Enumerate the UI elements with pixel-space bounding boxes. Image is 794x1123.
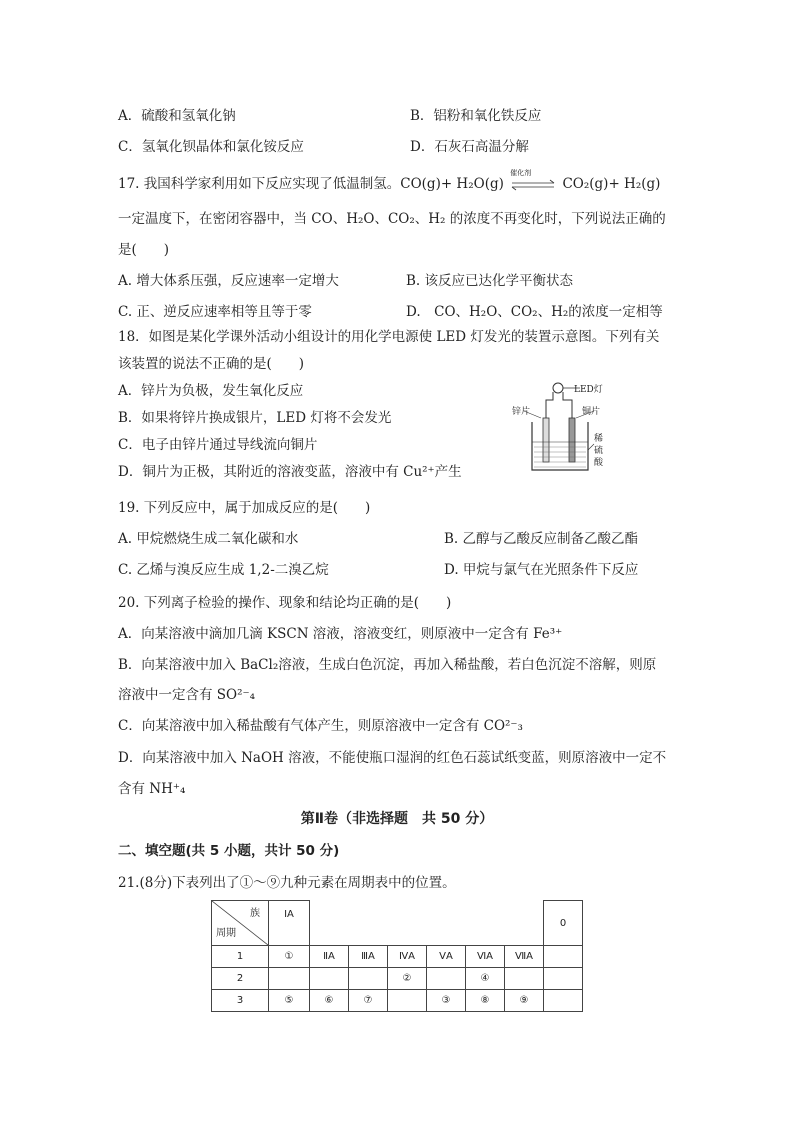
- reversible-arrow-icon: [508, 168, 558, 192]
- q18-option-c: C．电子由锌片通过导线流向铜片: [118, 437, 318, 453]
- table-corner-cell: [212, 901, 269, 946]
- header-group-4a: ⅣA: [388, 946, 427, 968]
- q20-option-d-line1: D．向某溶液中加入 NaOH 溶液，不能使瓶口湿润的红色石蕊试纸变蓝，则原溶液中一定不: [118, 750, 667, 766]
- q17-reactants: 17. 我国科学家利用如下反应实现了低温制氢。CO(g)+ H₂O(g): [118, 176, 504, 192]
- cell-element-1: ①: [269, 946, 310, 968]
- fig-label-acid: 稀硫酸: [594, 434, 604, 468]
- q17-stem-line3: 是( ): [118, 242, 170, 258]
- q16-option-a: A．硫酸和氢氧化钠: [118, 108, 236, 124]
- cell: [269, 968, 310, 990]
- header-group-1a: ⅠA: [269, 901, 310, 946]
- cell-element-2: ②: [388, 968, 427, 990]
- q20-option-b-line2: 溶液中一定含有 SO²⁻₄: [118, 687, 256, 703]
- cell-element-5: ⑤: [269, 990, 310, 1012]
- q18-stem-line2: 该装置的说法不正确的是( ): [118, 356, 305, 372]
- fig-label-copper: 铜片: [582, 407, 601, 417]
- q18-option-a: A．锌片为负极，发生氧化反应: [118, 383, 304, 399]
- q19-option-b: B. 乙醇与乙酸反应制备乙酸乙酯: [444, 531, 639, 547]
- zinc-electrode: [543, 418, 549, 462]
- led-bulb-icon: [553, 383, 563, 393]
- q17-option-d: D. CO、H₂O、CO₂、H₂的浓度一定相等: [406, 304, 663, 320]
- q17-stem: [118, 168, 661, 192]
- part2-title: 第Ⅱ卷（非选择题 共 50 分）: [300, 811, 494, 827]
- cell: [505, 968, 544, 990]
- header-group-6a: ⅥA: [466, 946, 505, 968]
- copper-electrode: [569, 418, 575, 462]
- corner-period-label: 周期: [216, 928, 236, 939]
- periodic-table: [211, 900, 583, 1012]
- corner-group-label: 族: [250, 908, 260, 919]
- q20-option-b-line1: B．向某溶液中加入 BaCl₂溶液，生成白色沉淀，再加入稀盐酸，若白色沉淀不溶解，则原: [118, 657, 657, 673]
- fig-label-led: LED灯: [574, 385, 603, 395]
- q18-stem-line1: 18．如图是某化学课外活动小组设计的用化学电源使 LED 灯发光的装置示意图。下列有关: [118, 329, 660, 345]
- equilibrium-arrow-icon: [508, 178, 558, 192]
- section2-title: 二、填空题(共 5 小题，共计 50 分): [118, 843, 340, 859]
- q17-option-b: B. 该反应已达化学平衡状态: [406, 273, 574, 289]
- header-group-0: 0: [544, 901, 583, 946]
- period-2: 2: [212, 968, 269, 990]
- catalyst-label: 催化剂: [510, 168, 532, 177]
- q18-option-b: B．如果将锌片换成银片，LED 灯将不会发光: [118, 410, 392, 426]
- q21-stem: 21.(8分)下表列出了①～⑨九种元素在周期表中的位置。: [118, 875, 456, 891]
- q20-stem: 20. 下列离子检验的操作、现象和结论均正确的是( ): [118, 595, 452, 611]
- q20-option-c: C．向某溶液中加入稀盐酸有气体产生，则原溶液中一定含有 CO²⁻₃: [118, 718, 523, 734]
- q17-option-c: C. 正、逆反应速率相等且等于零: [118, 304, 312, 320]
- q16-option-c: C．氢氧化钡晶体和氯化铵反应: [118, 139, 304, 155]
- cell-element-6: ⑥: [310, 990, 349, 1012]
- q20-option-a: A．向某溶液中滴加几滴 KSCN 溶液，溶液变红，则原液中一定含有 Fe³⁺: [118, 626, 563, 642]
- header-group-7a: ⅦA: [505, 946, 544, 968]
- cell-empty: [544, 946, 583, 968]
- period-1: 1: [212, 946, 269, 968]
- cell-element-4: ④: [466, 968, 505, 990]
- q17-option-a: A. 增大体系压强，反应速率一定增大: [118, 273, 339, 289]
- q16-option-b: B．铝粉和氧化铁反应: [410, 108, 542, 124]
- cell: [544, 968, 583, 990]
- header-group-3a: ⅢA: [349, 946, 388, 968]
- q19-option-a: A. 甲烷燃烧生成二氧化碳和水: [118, 531, 299, 547]
- q17-products: CO₂(g)+ H₂(g): [562, 176, 661, 192]
- q16-option-d: D．石灰石高温分解: [410, 139, 529, 155]
- cell: [427, 968, 466, 990]
- cell: [388, 990, 427, 1012]
- q18-option-d: D．铜片为正极，其附近的溶液变蓝，溶液中有 Cu²⁺产生: [118, 464, 462, 480]
- cell-element-7: ⑦: [349, 990, 388, 1012]
- led-cell-figure: [510, 378, 640, 478]
- cell-element-9: ⑨: [505, 990, 544, 1012]
- q19-stem: 19. 下列反应中，属于加成反应的是( ): [118, 500, 371, 516]
- q17-stem-line2: 一定温度下，在密闭容器中，当 CO、H₂O、CO₂、H₂ 的浓度不再变化时，下列说法正确的: [118, 211, 666, 227]
- q19-option-d: D. 甲烷与氯气在光照条件下反应: [444, 562, 639, 578]
- cell-element-8: ⑧: [466, 990, 505, 1012]
- cell-element-3: ③: [427, 990, 466, 1012]
- q20-option-d-line2: 含有 NH⁺₄: [118, 781, 186, 797]
- header-group-2a: ⅡA: [310, 946, 349, 968]
- cell: [310, 968, 349, 990]
- cell: [349, 968, 388, 990]
- period-3: 3: [212, 990, 269, 1012]
- beaker: [532, 422, 588, 470]
- cell: [544, 990, 583, 1012]
- header-group-5a: ⅤA: [427, 946, 466, 968]
- fig-label-zinc: 锌片: [512, 407, 531, 417]
- q19-option-c: C. 乙烯与溴反应生成 1,2-二溴乙烷: [118, 562, 329, 578]
